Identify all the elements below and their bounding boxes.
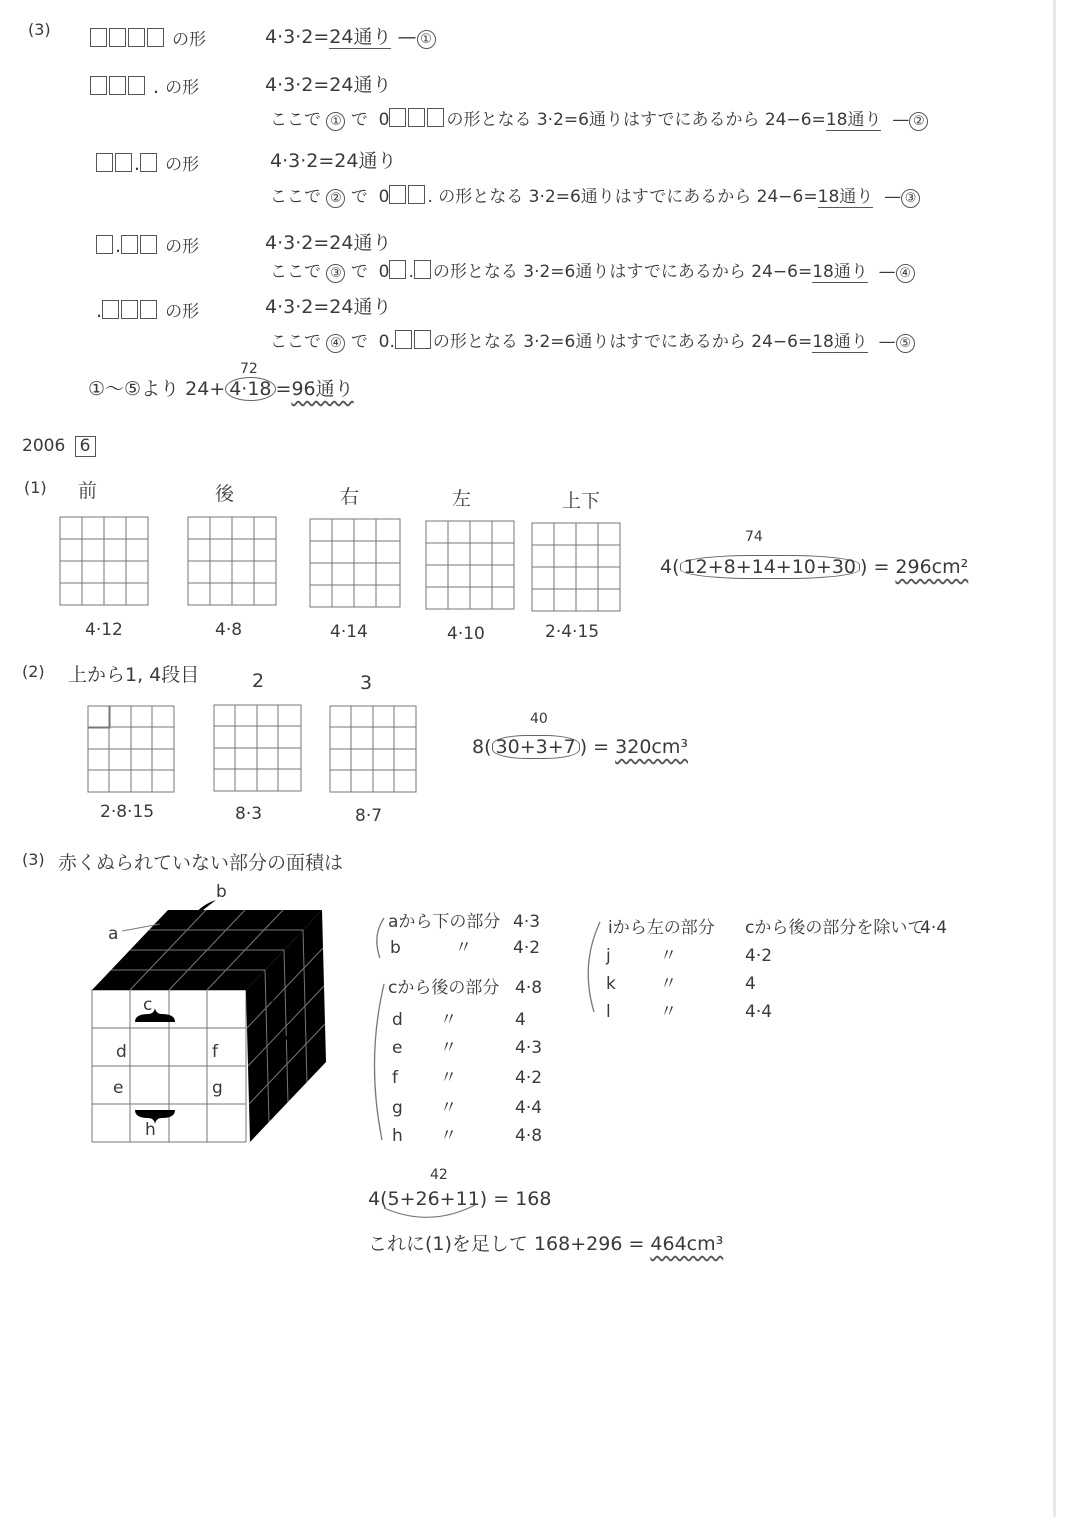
list2-ditto-3: 〃 bbox=[440, 1068, 457, 1088]
view-title-back: 後 bbox=[215, 483, 235, 505]
list2-ditto-1: 〃 bbox=[440, 1010, 457, 1030]
layer-2-caption: 8·3 bbox=[235, 804, 263, 824]
part-3-equation: 4(5+26+11) = 168 bbox=[368, 1188, 552, 1210]
list3-val-1: 4 bbox=[745, 974, 756, 994]
view-caption-front: 4·12 bbox=[85, 620, 123, 640]
list1-paren bbox=[377, 918, 384, 958]
layer-3-title: 3 bbox=[360, 672, 373, 694]
part-1-result: 296cm² bbox=[895, 556, 969, 578]
list3-head-key: iから左の部分 bbox=[608, 918, 715, 938]
part-1-label: (1) bbox=[24, 478, 47, 497]
summary: ①〜⑤より 24+ 4·18 =96通り bbox=[88, 378, 354, 400]
list2-key-3: f bbox=[392, 1068, 398, 1088]
layer-2-title: 2 bbox=[252, 670, 265, 692]
list3-paren bbox=[588, 922, 600, 1012]
list2-ditto-4: 〃 bbox=[440, 1098, 457, 1118]
list2-key-2: e bbox=[392, 1038, 403, 1058]
cube-label-h: h bbox=[145, 1120, 156, 1140]
part-2-equation: 8( 30+3+7 ) = 320cm³ bbox=[472, 736, 688, 758]
list3-ditto-0: 〃 bbox=[660, 946, 677, 966]
list3-key-0: j bbox=[606, 946, 611, 966]
list2-paren bbox=[374, 984, 384, 1140]
list3-ditto-1: 〃 bbox=[660, 974, 677, 994]
part-2-title: 上から1, 4段目 bbox=[68, 664, 200, 686]
shape-label: の形 bbox=[172, 30, 207, 50]
year-heading: 2006 6 bbox=[22, 436, 96, 457]
view-title-right: 右 bbox=[340, 486, 360, 508]
equation-row-1: 4·3·2=24通り — ① bbox=[265, 28, 436, 49]
cube-label-b: b bbox=[216, 882, 227, 902]
list1-key-1: b bbox=[390, 938, 401, 958]
list2-key-5: h bbox=[392, 1126, 403, 1146]
list3-key-2: l bbox=[606, 1002, 611, 1022]
cube-label-a: a bbox=[108, 924, 119, 944]
equation-row-4: 4·3·2=24通り bbox=[265, 232, 392, 254]
cube-label-f: f bbox=[212, 1042, 218, 1062]
part-2-over: 40 bbox=[530, 711, 548, 727]
grid-layer-1 bbox=[88, 706, 174, 792]
list1-key-0: aから下の部分 bbox=[388, 912, 501, 932]
note-row-3: ここで ② で 0 . の形となる 3·2=6通りはすでにあるから 24−6=18通り — ③ bbox=[270, 185, 920, 208]
view-title-front: 前 bbox=[78, 480, 98, 502]
part-3-over: 42 bbox=[430, 1167, 448, 1183]
note-row-4: ここで ③ で 0 . の形となる 3·2=6通りはすでにあるから 24−6=18通り — ④ bbox=[270, 260, 915, 283]
part-1-over: 74 bbox=[745, 529, 763, 545]
list2-key-1: d bbox=[392, 1010, 403, 1030]
cube-label-e: e bbox=[113, 1078, 124, 1098]
grid-layer-2 bbox=[214, 705, 301, 791]
part-2-label: (2) bbox=[22, 662, 45, 681]
circle-mark: ① bbox=[417, 30, 436, 49]
list3-head-val: 4·4 bbox=[920, 918, 948, 938]
list3-val-0: 4·2 bbox=[745, 946, 773, 966]
list3-val-2: 4·4 bbox=[745, 1002, 773, 1022]
cube-label-g: g bbox=[212, 1078, 223, 1098]
list1-ditto-1: 〃 bbox=[455, 938, 472, 958]
section-label: (3) bbox=[28, 20, 51, 39]
list2-val-1: 4 bbox=[515, 1010, 526, 1030]
part-3-result: 464cm³ bbox=[650, 1233, 724, 1255]
grid-back bbox=[188, 517, 276, 605]
cube-label-d: d bbox=[116, 1042, 127, 1062]
note-row-5: ここで ④ で 0. の形となる 3·2=6通りはすでにあるから 24−6=18通り — ⑤ bbox=[270, 330, 915, 353]
list2-key-4: g bbox=[392, 1098, 403, 1118]
equation-row-2: 4·3·2=24通り bbox=[265, 74, 392, 96]
list2-val-0: 4·8 bbox=[515, 978, 543, 998]
view-caption-topbottom: 2·4·15 bbox=[545, 622, 600, 642]
list2-val-4: 4·4 bbox=[515, 1098, 543, 1118]
shape-row-2: . の形 bbox=[90, 76, 199, 97]
list1-val-0: 4·3 bbox=[513, 912, 541, 932]
list2-ditto-2: 〃 bbox=[440, 1038, 457, 1058]
part-1-equation: 4( 12+8+14+10+30 ) = 296cm² bbox=[660, 556, 969, 578]
part-3-final: これに(1)を足して 168+296 = 464cm³ bbox=[368, 1233, 724, 1255]
list3-head-note: cから後の部分を除いて bbox=[745, 918, 925, 938]
part-2-result: 320cm³ bbox=[615, 736, 688, 758]
view-title-topbottom: 上下 bbox=[562, 490, 601, 512]
list2-val-2: 4·3 bbox=[515, 1038, 543, 1058]
grid-layer-3 bbox=[330, 706, 416, 792]
summary-over: 72 bbox=[240, 361, 258, 377]
part-3-arc bbox=[384, 1205, 475, 1217]
list2-ditto-5: 〃 bbox=[440, 1126, 457, 1146]
shape-row-3: . の形 bbox=[96, 153, 199, 174]
list2-val-3: 4·2 bbox=[515, 1068, 543, 1088]
grid-topbottom bbox=[532, 523, 620, 611]
summary-result: 96通り bbox=[291, 378, 354, 400]
equation-row-3: 4·3·2=24通り bbox=[270, 150, 397, 172]
note-row-2: ここで ① で 0 の形となる 3·2=6通りはすでにあるから 24−6=18通り — ② bbox=[270, 108, 928, 131]
grid-left bbox=[426, 521, 514, 609]
list2-key-0: cから後の部分 bbox=[388, 978, 500, 998]
list1-val-1: 4·2 bbox=[513, 938, 541, 958]
view-caption-back: 4·8 bbox=[215, 620, 243, 640]
list3-key-1: k bbox=[606, 974, 616, 994]
list2-val-5: 4·8 bbox=[515, 1126, 543, 1146]
layer-3-caption: 8·7 bbox=[355, 806, 383, 826]
part-3-title: 赤くぬられていない部分の面積は bbox=[58, 852, 344, 874]
grid-right bbox=[310, 519, 400, 607]
layer-1-caption: 2·8·15 bbox=[100, 802, 155, 822]
view-caption-left: 4·10 bbox=[447, 624, 485, 644]
part-3-label: (3) bbox=[22, 850, 45, 869]
grid-front bbox=[60, 517, 148, 605]
list3-ditto-2: 〃 bbox=[660, 1002, 677, 1022]
cube-sketch bbox=[92, 900, 326, 1142]
view-caption-right: 4·14 bbox=[330, 622, 368, 642]
equation-row-5: 4·3·2=24通り bbox=[265, 296, 392, 318]
cube-label-c: c bbox=[143, 995, 153, 1015]
view-title-left: 左 bbox=[452, 488, 472, 510]
result: 24通り bbox=[329, 26, 392, 48]
shape-row-4: . の形 bbox=[96, 235, 199, 256]
shape-row-5: . の形 bbox=[96, 300, 200, 322]
